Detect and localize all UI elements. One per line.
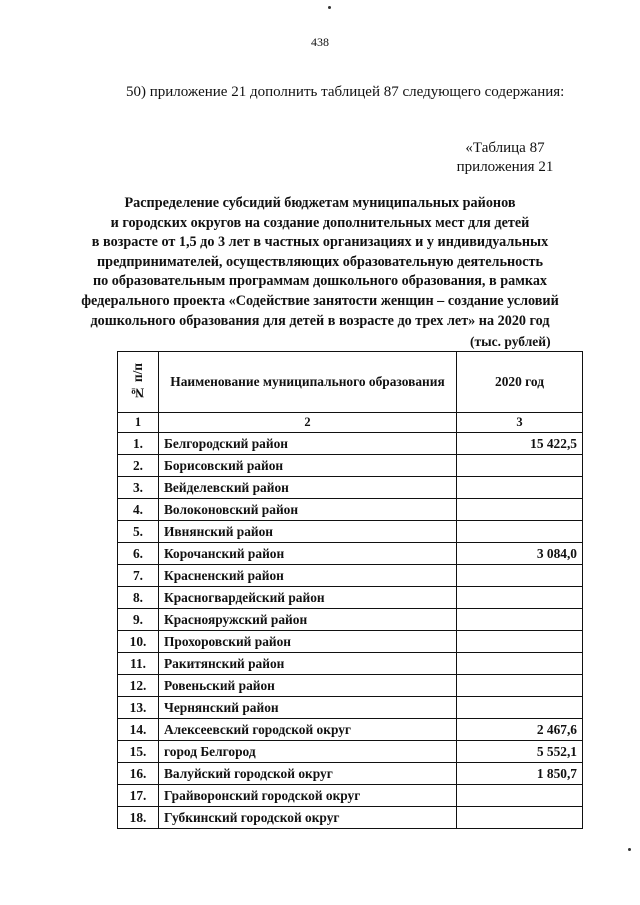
row-value [457,631,583,653]
row-name: Вейделевский район [159,477,457,499]
page-number: 438 [311,35,329,49]
table-row [118,609,583,631]
row-number: 10. [118,631,159,653]
title-line: федерального проекта «Содействие занятости женщин – создание условий [81,292,559,309]
table-row [118,785,583,807]
units-label: (тыс. рублей) [470,334,551,349]
row-number: 2. [118,455,159,477]
header-name: Наименование муниципального образования [159,352,457,413]
row-number: 15. [118,741,159,763]
row-value: 5 552,1 [457,741,583,763]
row-value [457,653,583,675]
table-row [118,763,583,785]
table-row [118,675,583,697]
row-number: 13. [118,697,159,719]
row-value: 3 084,0 [457,543,583,565]
title-line: дошкольного образования для детей в возрасте до трех лет» на 2020 год [90,312,550,329]
title-line: Распределение субсидий бюджетам муниципальных районов [124,195,516,211]
table-reference-line1: «Таблица 87 [465,140,545,156]
header-num-label: № п/п [130,363,145,401]
row-value: 1 850,7 [457,763,583,785]
row-name: Губкинский городской округ [159,807,457,829]
column-number-row [118,413,583,433]
table-reference-line2: приложения 21 [456,159,554,175]
table-row [118,807,583,829]
row-name: Борисовский район [159,455,457,477]
table-row [118,653,583,675]
table-row [118,697,583,719]
row-value [457,565,583,587]
row-value [457,587,583,609]
row-name: Краснояружский район [159,609,457,631]
intro-text: 50) приложение 21 дополнить таблицей 87 следующего содержания: [126,84,565,100]
table-row [118,521,583,543]
row-name: Валуйский городской округ [159,763,457,785]
row-value: 2 467,6 [457,719,583,741]
row-name: Корочанский район [159,543,457,565]
row-number: 4. [118,499,159,521]
scan-speck [628,848,631,851]
table-row [118,565,583,587]
row-number: 9. [118,609,159,631]
table-row [118,587,583,609]
row-value [457,807,583,829]
table-row [118,433,583,455]
row-value [457,455,583,477]
header-num [118,352,159,413]
column-number: 2 [159,413,457,433]
row-value: 15 422,5 [457,433,583,455]
row-name: Ровеньский район [159,675,457,697]
table-row [118,499,583,521]
scan-speck [328,6,331,9]
row-number: 16. [118,763,159,785]
table-row [118,631,583,653]
row-number: 18. [118,807,159,829]
row-value [457,609,583,631]
row-name: Грайворонский городской округ [159,785,457,807]
header-year: 2020 год [457,352,583,413]
row-value [457,477,583,499]
table-body [118,433,583,829]
row-value [457,697,583,719]
row-name: Чернянский район [159,697,457,719]
column-number: 1 [118,413,159,433]
row-value [457,785,583,807]
row-name: Волоконовский район [159,499,457,521]
row-number: 11. [118,653,159,675]
table-row [118,455,583,477]
row-value [457,675,583,697]
table-row [118,477,583,499]
row-number: 3. [118,477,159,499]
title-line: предпринимателей, осуществляющих образовательную деятельность [97,253,543,270]
title-line: в возрасте от 1,5 до 3 лет в частных организациях и у индивидуальных [91,234,549,251]
table-row [118,543,583,565]
row-number: 5. [118,521,159,543]
row-value [457,499,583,521]
row-name: Белгородский район [159,433,457,455]
row-name: город Белгород [159,741,457,763]
row-name: Красногвардейский район [159,587,457,609]
subsidy-table [117,351,583,829]
row-number: 7. [118,565,159,587]
row-name: Ивнянский район [159,521,457,543]
row-name: Красненский район [159,565,457,587]
row-name: Алексеевский городской округ [159,719,457,741]
table-row [118,719,583,741]
row-name: Прохоровский район [159,631,457,653]
title-line: по образовательным программам дошкольного образования, в рамках [92,273,548,290]
row-number: 14. [118,719,159,741]
table-header-row [118,352,583,413]
table-reference [445,139,565,177]
row-number: 1. [118,433,159,455]
row-name: Ракитянский район [159,653,457,675]
row-number: 8. [118,587,159,609]
document-title [40,194,600,331]
table-row [118,741,583,763]
row-number: 6. [118,543,159,565]
row-number: 17. [118,785,159,807]
title-line: и городских округов на создание дополнительных мест для детей [110,214,530,231]
row-number: 12. [118,675,159,697]
row-value [457,521,583,543]
column-number: 3 [457,413,583,433]
